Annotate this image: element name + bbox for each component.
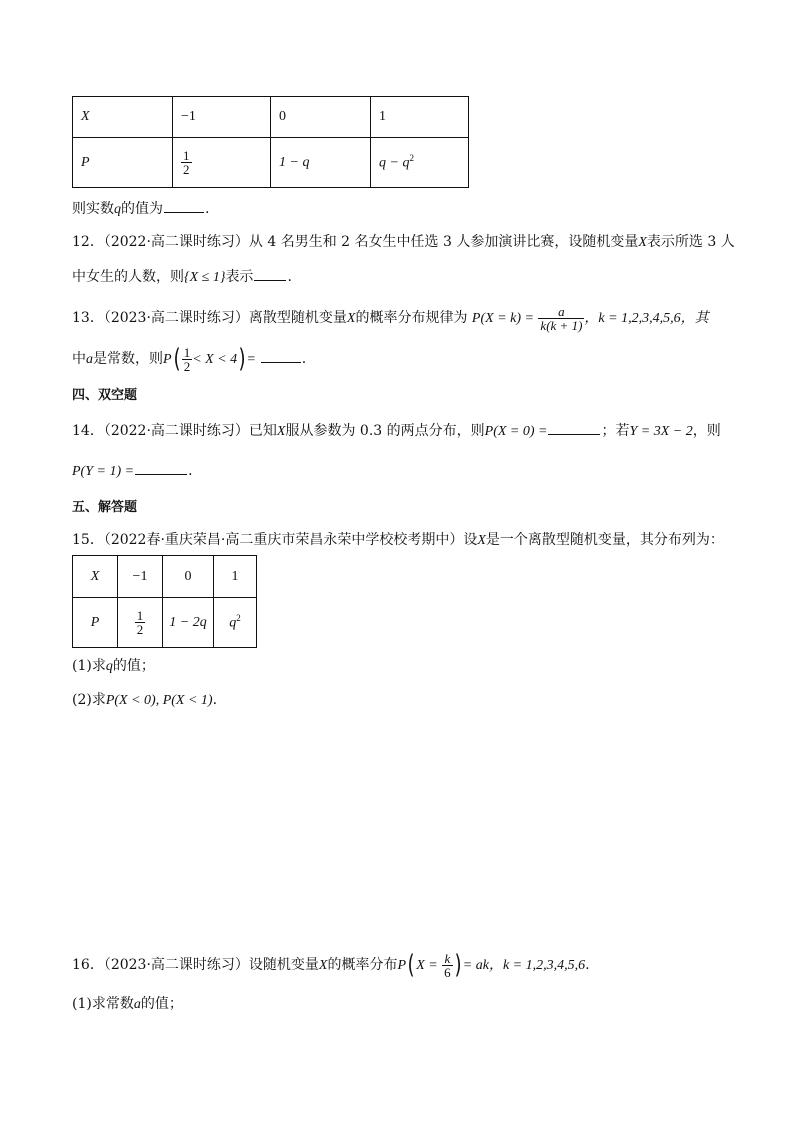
table2-cell-1-minus-2q: 1 − 2q bbox=[163, 598, 214, 648]
table1-row-p: P bbox=[73, 138, 173, 188]
section-heading-4: 四、双空题 bbox=[72, 388, 138, 403]
distribution-table-2 bbox=[72, 555, 257, 648]
q14-line1: 14．（2022·高二课时练习）已知X服从参数为 0.3 的两点分布，则P(X = 0) = ；若Y = 3X − 2，则 bbox=[72, 420, 721, 442]
table2-header-x: X bbox=[73, 556, 118, 598]
section-heading-5: 五、解答题 bbox=[72, 500, 138, 515]
answer-blank[interactable] bbox=[261, 348, 301, 363]
table1-header-0: 0 bbox=[271, 97, 371, 138]
q13-line1: 13．（2023·高二课时练习）离散型随机变量X的概率分布规律为 P(X = k) = $\frac{a}{k(k + 1)}$ ，k = 1,2,3,4,5,6，其 bbox=[72, 303, 709, 333]
q15-sub1: (1)求q的值； bbox=[72, 658, 155, 674]
table1-header-neg1: −1 bbox=[173, 97, 271, 138]
q15-sub2: (2)求P(X < 0), P(X < 1). bbox=[72, 692, 218, 708]
table1-header-1: 1 bbox=[371, 97, 469, 138]
answer-blank[interactable] bbox=[254, 266, 286, 281]
q16-sub1: (1)求常数a的值； bbox=[72, 996, 183, 1012]
q12-line2: 中女生的人数，则{X ≤ 1}表示 . bbox=[72, 266, 292, 288]
answer-blank-2[interactable] bbox=[135, 460, 187, 475]
table2-row-p: P bbox=[73, 598, 118, 648]
table1-cell-half: $\frac{1}{2}$ bbox=[173, 138, 271, 188]
table2-cell-q2: $q^2$ bbox=[214, 598, 257, 648]
table2-header-1: 1 bbox=[214, 556, 257, 598]
q12-line1: 12．（2022·高二课时练习）从 4 名男生和 2 名女生中任选 3 人参加演讲比赛，设随机变量X表示所选 3 人 bbox=[72, 234, 735, 250]
q15-line1: 15．（2022春·重庆荣昌·高二重庆市荣昌永荣中学校校考期中）设X是一个离散型随机变量，其分布列为： bbox=[72, 532, 724, 548]
table2-header-0: 0 bbox=[163, 556, 214, 598]
q16-line1: 16．（2023·高二课时练习）设随机变量X的概率分布P( X = $\frac{k}{6}$ ) = ak，k = 1,2,3,4,5,6. bbox=[72, 950, 590, 980]
table1-cell-q-minus-q2: $q - q^2$ bbox=[371, 138, 469, 188]
answer-blank-1[interactable] bbox=[548, 420, 600, 435]
q14-line2: P(Y = 1) = . bbox=[72, 460, 193, 482]
q11-line: 则实数q的值为 . bbox=[72, 198, 209, 220]
table2-cell-half: $\frac{1}{2}$ bbox=[118, 598, 163, 648]
table2-header-neg1: −1 bbox=[118, 556, 163, 598]
distribution-table-1 bbox=[72, 96, 469, 188]
table1-cell-1-minus-q: 1 − q bbox=[271, 138, 371, 188]
table1-header-x: X bbox=[73, 97, 173, 138]
answer-blank[interactable] bbox=[164, 198, 204, 213]
q13-line2: 中a是常数，则P( $\frac{1}{2}$ < X < 4) = . bbox=[72, 344, 307, 374]
